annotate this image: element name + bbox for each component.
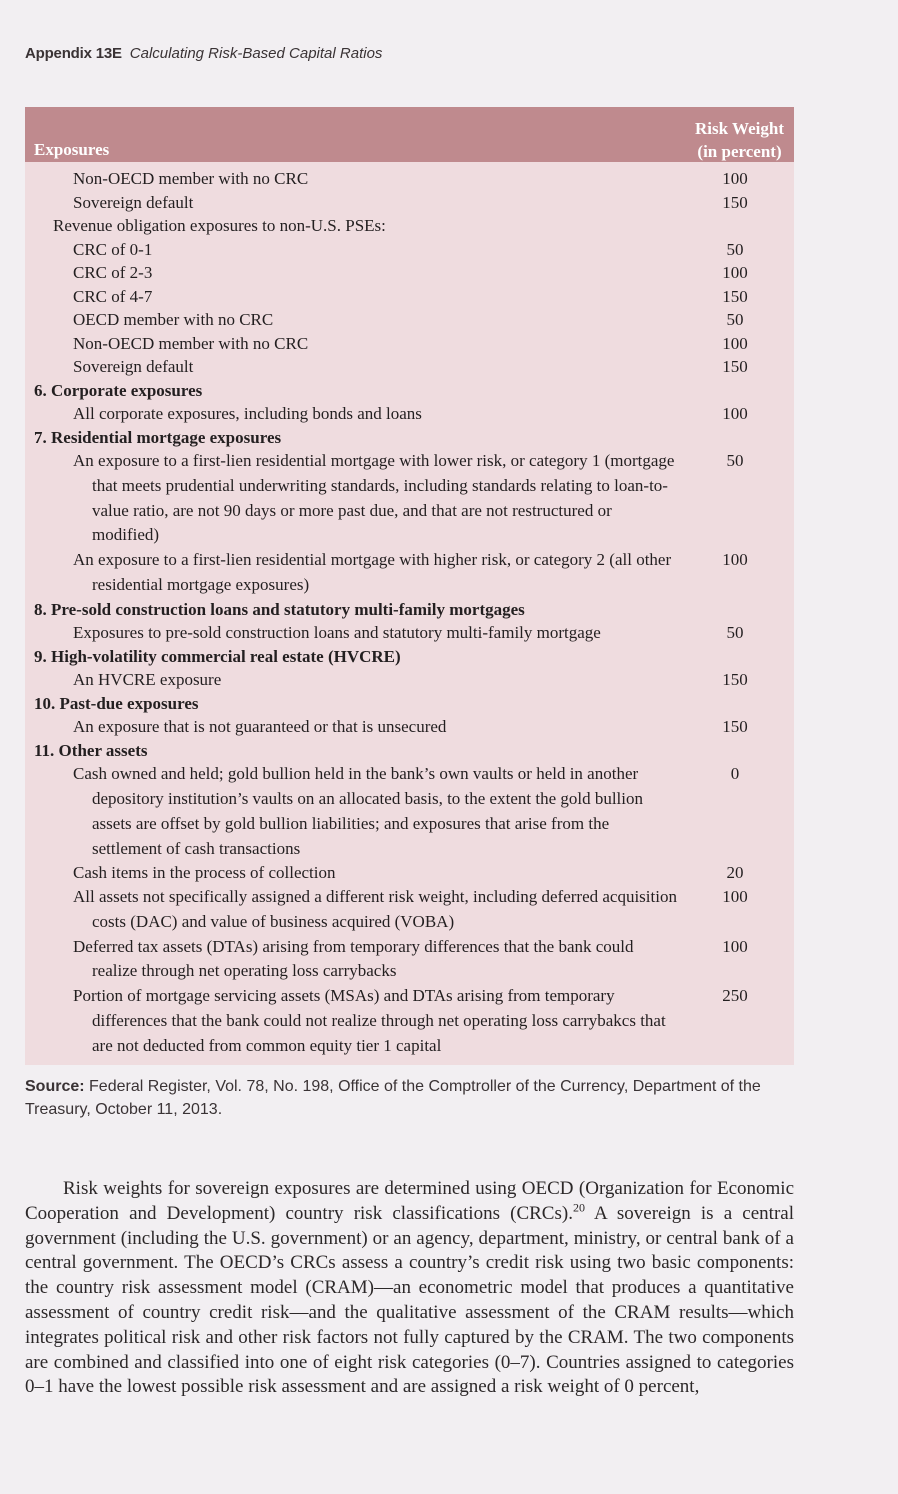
table-row: Portion of mortgage servicing assets (MSAs) and DTAs arising from temporary differences that the bank could not realize through net operating loss carrybakcs that are not deducted from common equity tier 1 capital 250 — [73, 986, 748, 1055]
table-row: Cash items in the process of collection 20 — [73, 863, 744, 883]
table-row: Sovereign default 150 — [73, 192, 748, 212]
table-row: Non-OECD member with no CRC 100 — [73, 333, 748, 353]
section-heading-row: 10. Past-due exposures — [34, 693, 199, 713]
table-row: CRC of 2-3 100 — [73, 263, 748, 282]
table-row: Revenue obligation exposures to non-U.S. PSEs: — [53, 216, 386, 235]
table-row: All assets not specifically assigned a different risk weight, including deferred acquisition costs (DAC) and value of business acquired (VOBA) 100 — [73, 886, 748, 931]
table-header — [25, 107, 794, 162]
section-heading-row: 7. Residential mortgage exposures — [34, 427, 282, 447]
running-header — [25, 45, 382, 62]
source-label: Source: — [25, 1078, 85, 1095]
table-row: An exposure to a first-lien residential mortgage with higher risk, or category 2 (all other residential mortgage exposures) 100 — [73, 550, 748, 594]
risk-weight-table — [25, 107, 794, 1065]
footnote-marker: 20 — [572, 1200, 585, 1215]
section-heading-row: 8. Pre-sold construction loans and statutory multi-family mortgages — [34, 599, 525, 619]
table-source-note — [25, 1075, 800, 1121]
table-row: Non-OECD member with no CRC 100 — [73, 169, 748, 188]
appendix-title: Calculating Risk-Based Capital Ratios — [129, 45, 383, 62]
table-row: OECD member with no CRC 50 — [73, 310, 744, 329]
table-row: CRC of 4-7 150 — [73, 286, 748, 306]
table-row: An exposure to a first-lien residential mortgage with lower risk, or category 1 (mortgage that meets prudential underwriting standards, including standards relating to loan-to-value ratio, are not 90 days or more past due, and that are not restructured or modified) 50 — [73, 451, 744, 545]
table-row: An exposure that is not guaranteed or that is unsecured 150 — [73, 717, 748, 737]
appendix-label: Appendix 13E — [25, 45, 122, 62]
table-row: Sovereign default 150 — [73, 357, 748, 376]
column-header-risk-weight: Risk Weight (in percent) — [695, 119, 784, 161]
source-text: Federal Register, Vol. 78, No. 198, Office of the Comptroller of the Currency, Department of the Treasury, October 11, 2013. — [25, 1078, 761, 1118]
section-heading-row: 6. Corporate exposures — [34, 380, 203, 400]
column-header-exposures: Exposures — [34, 140, 110, 159]
table-row: Exposures to pre-sold construction loans and statutory multi-family mortgage 50 — [73, 623, 744, 643]
table-row: Deferred tax assets (DTAs) arising from temporary differences that the bank could realize through net operating loss carrybacks 100 — [73, 936, 748, 981]
table-body — [25, 167, 794, 1059]
section-heading-row: 11. Other assets — [34, 740, 148, 760]
table-row: An HVCRE exposure 150 — [73, 670, 748, 690]
section-heading-row: 9. High-volatility commercial real estate (HVCRE) — [34, 646, 401, 666]
body-paragraph: Risk weights for sovereign exposures are determined using OECD (Organization for Economic Cooperation and Development) country risk classifications (CRCs).$^{20}$ A sovereign is a central government (including the U.S. government) or an agency, department, ministry, or central bank of a central government. The OECD’s CRCs assess a country’s credit risk using two basic components: the country risk assessment model (CRAM)—an econometric model that produces a quantitative assessment of country credit risk—and the qualitative assessment of the CRAM results—which integrates political risk and other risk factors not fully captured by the CRAM. The two components are combined and classified into one of eight risk categories (0–7). Countries assigned to categories 0–1 have the lowest possible risk assessment and are assigned a risk weight of 0 percent, — [25, 1178, 794, 1398]
table-row: Cash owned and held; gold bullion held in the bank’s own vaults or held in another depository institution’s vaults on an allocated basis, to the extent the gold bullion assets are offset by gold bullion liabilities; and exposures that arise from the settlement of cash transactions 0 — [73, 764, 740, 858]
table-row: CRC of 0-1 50 — [73, 239, 744, 259]
table-row: All corporate exposures, including bonds and loans 100 — [73, 404, 748, 423]
